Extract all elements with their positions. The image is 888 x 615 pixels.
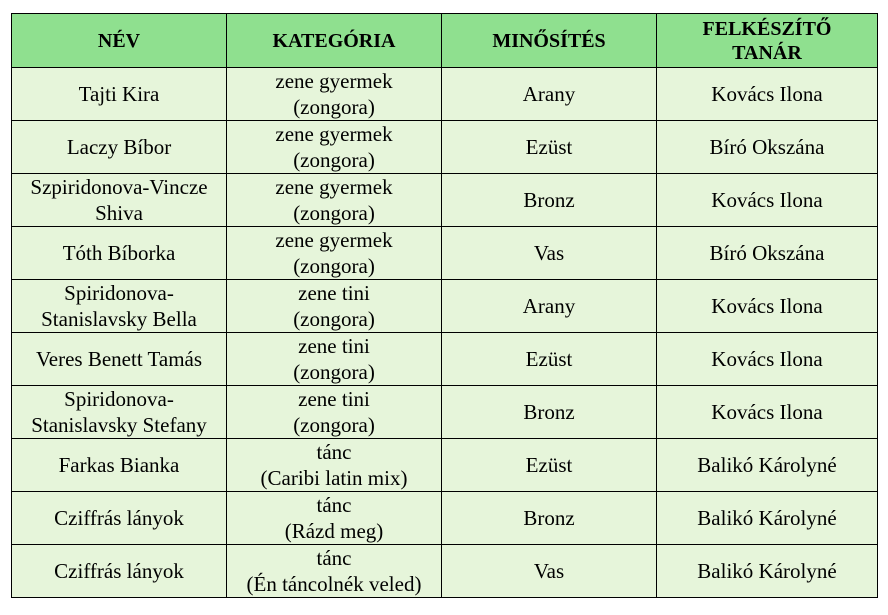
cell-rating: Vas (442, 545, 657, 598)
cell-category (227, 439, 442, 492)
cell-teacher: Kovács Ilona (657, 333, 878, 386)
cell-category-line: (Rázd meg) (284, 519, 384, 543)
cell-category-line: zene gyermek (275, 122, 393, 146)
cell-teacher: Kovács Ilona (657, 386, 878, 439)
cell-category-line: zene tini (298, 334, 370, 358)
cell-category-line: (zongora) (293, 307, 375, 331)
table-row (12, 280, 878, 333)
cell-name (12, 492, 227, 545)
table-row (12, 174, 878, 227)
table-row (12, 68, 878, 121)
cell-rating: Ezüst (442, 121, 657, 174)
cell-category (227, 121, 442, 174)
cell-rating: Vas (442, 227, 657, 280)
cell-category (227, 492, 442, 545)
cell-name (12, 121, 227, 174)
cell-category (227, 227, 442, 280)
cell-teacher: Kovács Ilona (657, 174, 878, 227)
cell-name (12, 439, 227, 492)
cell-name-line: Shiva (95, 201, 143, 225)
cell-teacher: Balikó Károlyné (657, 439, 878, 492)
cell-category (227, 333, 442, 386)
cell-category-line: zene gyermek (275, 228, 393, 252)
cell-name-line: Tajti Kira (78, 82, 160, 106)
cell-rating: Ezüst (442, 333, 657, 386)
header-rating: MINŐSÍTÉS (442, 14, 657, 68)
cell-category (227, 174, 442, 227)
cell-name-line: Laczy Bíbor (66, 135, 172, 159)
cell-teacher: Kovács Ilona (657, 280, 878, 333)
table-row (12, 492, 878, 545)
cell-teacher: Kovács Ilona (657, 68, 878, 121)
header-name: NÉV (12, 14, 227, 68)
header-teacher-line2: TANÁR (732, 41, 802, 64)
cell-name-line: Cziffrás lányok (54, 506, 184, 530)
table-body (12, 68, 878, 598)
cell-name-line: Szpiridonova-Vincze (30, 175, 208, 199)
cell-name-line: Tóth Bíborka (62, 241, 176, 265)
cell-category-line: (zongora) (293, 360, 375, 384)
cell-rating: Bronz (442, 174, 657, 227)
cell-name (12, 333, 227, 386)
cell-category (227, 545, 442, 598)
results-table (11, 13, 878, 598)
cell-rating: Bronz (442, 492, 657, 545)
cell-name-line: Stanislavsky Bella (41, 307, 197, 331)
cell-category-line: (zongora) (293, 95, 375, 119)
table-row (12, 227, 878, 280)
cell-category (227, 280, 442, 333)
cell-name-line: Spiridonova- (64, 281, 174, 305)
cell-category-line: (zongora) (293, 148, 375, 172)
cell-name (12, 227, 227, 280)
cell-rating: Ezüst (442, 439, 657, 492)
cell-category-line: tánc (316, 546, 352, 570)
table-row (12, 545, 878, 598)
cell-teacher: Balikó Károlyné (657, 545, 878, 598)
cell-category-line: (Én táncolnék veled) (246, 572, 422, 596)
table-row (12, 333, 878, 386)
table-row (12, 386, 878, 439)
cell-teacher: Bíró Okszána (657, 227, 878, 280)
cell-rating: Arany (442, 280, 657, 333)
cell-category-line: zene tini (298, 281, 370, 305)
cell-teacher: Bíró Okszána (657, 121, 878, 174)
header-teacher (657, 14, 878, 68)
cell-name-line: Cziffrás lányok (54, 559, 184, 583)
header-row (12, 14, 878, 68)
cell-category-line: (zongora) (293, 201, 375, 225)
header-category: KATEGÓRIA (227, 14, 442, 68)
cell-name (12, 386, 227, 439)
cell-category (227, 68, 442, 121)
table-row (12, 439, 878, 492)
cell-name (12, 174, 227, 227)
cell-name-line: Farkas Bianka (58, 453, 180, 477)
cell-name (12, 545, 227, 598)
cell-category-line: tánc (316, 440, 352, 464)
cell-name-line: Spiridonova- (64, 387, 174, 411)
cell-teacher: Balikó Károlyné (657, 492, 878, 545)
cell-name (12, 68, 227, 121)
table-row (12, 121, 878, 174)
cell-category-line: (Caribi latin mix) (260, 466, 408, 490)
cell-category (227, 386, 442, 439)
cell-category-line: zene tini (298, 387, 370, 411)
cell-name-line: Stanislavsky Stefany (31, 413, 207, 437)
header-teacher-line1: FELKÉSZÍTŐ (702, 17, 832, 40)
cell-rating: Bronz (442, 386, 657, 439)
results-table-container (11, 13, 878, 598)
cell-category-line: (zongora) (293, 254, 375, 278)
cell-name (12, 280, 227, 333)
cell-category-line: zene gyermek (275, 69, 393, 93)
cell-rating: Arany (442, 68, 657, 121)
cell-category-line: (zongora) (293, 413, 375, 437)
cell-name-line: Veres Benett Tamás (35, 347, 203, 371)
cell-category-line: tánc (316, 493, 352, 517)
cell-category-line: zene gyermek (275, 175, 393, 199)
